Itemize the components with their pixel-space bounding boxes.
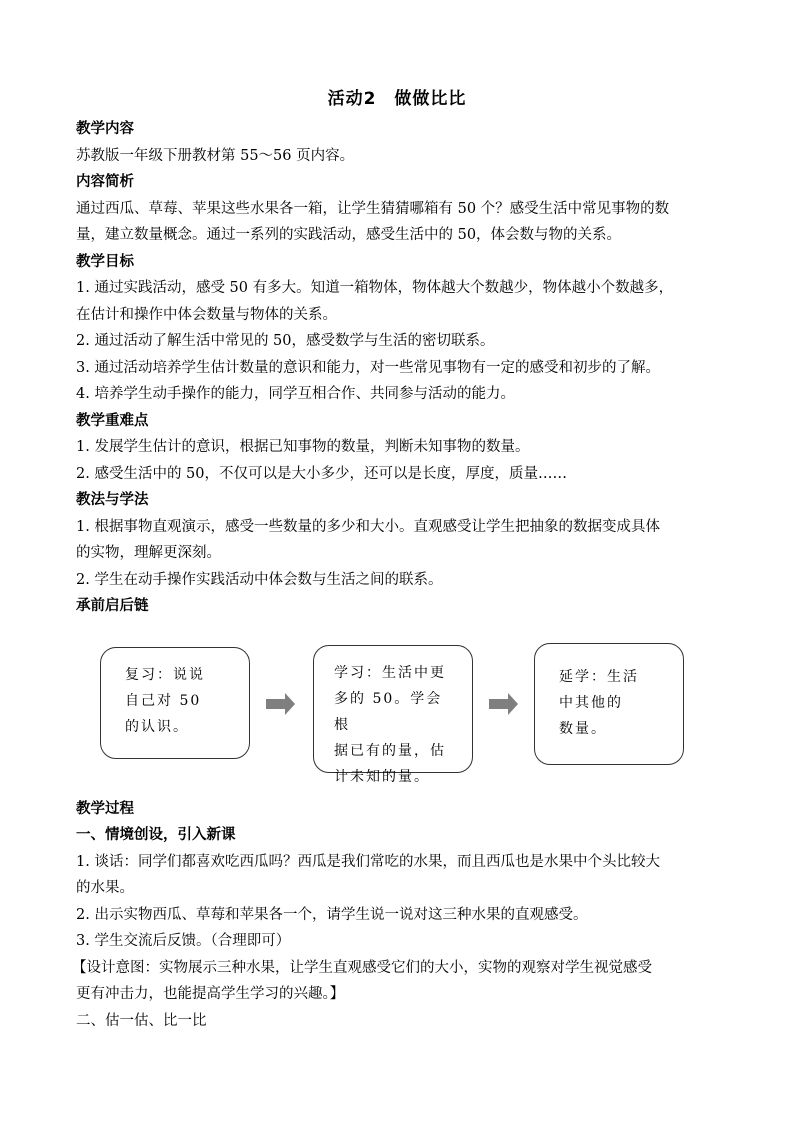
process-item: 2. 出示实物西瓜、草莓和苹果各一个，请学生说一说对这三种水果的直观感受。 — [76, 906, 588, 923]
flow-box-extend — [534, 643, 684, 765]
subsection-heading: 二、估一估、比一比 — [76, 1012, 207, 1029]
flow-box-line: 计未知的量。 — [334, 768, 430, 785]
section-heading-content: 教学内容 — [76, 121, 134, 137]
section-heading-methods: 教法与学法 — [76, 492, 149, 508]
section-heading-chain: 承前启后链 — [76, 598, 149, 614]
flow-box-line: 据已有的量，估 — [334, 742, 446, 759]
section-heading-summary: 内容简析 — [76, 174, 134, 190]
process-item: 3. 学生交流后反馈。（合理即可） — [76, 933, 291, 949]
design-intent: 【设计意图：实物展示三种水果，让学生直观感受它们的大小，实物的观察对学生视觉感受 — [72, 959, 652, 976]
content-text: 苏教版一年级下册教材第 55～56 页内容。 — [76, 147, 355, 164]
goal-item: 在估计和操作中体会数量与物体的关系。 — [76, 306, 337, 323]
flow-box-review — [100, 647, 250, 759]
document-body — [72, 116, 720, 1034]
summary-line: 通过西瓜、草莓、苹果这些水果各一箱，让学生猜猜哪箱有 50 个？感受生活中常见事物的数 — [76, 200, 670, 217]
keypoint-item: 1. 发展学生估计的意识，根据已知事物的数量，判断未知事物的数量。 — [76, 439, 530, 455]
goal-item: 4. 培养学生动手操作的能力，同学互相合作、共同参与活动的能力。 — [76, 386, 515, 402]
keypoint-item: 2. 感受生活中的 50，不仅可以是大小多少，还可以是长度，厚度，质量…… — [76, 465, 568, 482]
flow-box-line: 中其他的 — [559, 694, 623, 711]
goal-item: 3. 通过活动培养学生估计数量的意识和能力，对一些常见事物有一定的感受和初步的了解。 — [76, 359, 660, 376]
subsection-heading: 一、情境创设，引入新课 — [76, 827, 236, 843]
arrow-right-icon — [266, 692, 296, 716]
flow-box-line: 延学：生活 — [559, 668, 639, 685]
flow-box-line: 的认识。 — [125, 718, 189, 735]
page-title: 活动2 做做比比 — [327, 89, 467, 109]
flow-diagram — [76, 620, 720, 796]
section-heading-process: 教学过程 — [76, 800, 134, 817]
flow-box-line: 学习：生活中更 — [334, 664, 446, 681]
summary-line: 量，建立数量概念。通过一系列的实践活动，感受生活中的 50，体会数与物的关系。 — [76, 227, 622, 243]
flow-box-line: 数量。 — [559, 720, 607, 737]
flow-box-line: 多的 50。学会根 — [334, 690, 443, 733]
method-item: 2. 学生在动手操作实践活动中体会数与生活之间的联系。 — [76, 571, 443, 588]
process-item: 1. 谈话：同学们都喜欢吃西瓜吗？西瓜是我们常吃的水果，而且西瓜也是水果中个头比较大 — [76, 853, 660, 870]
method-item: 的实物，理解更深刻。 — [76, 545, 221, 561]
section-heading-keypoints: 教学重难点 — [76, 412, 149, 429]
method-item: 1. 根据事物直观演示，感受一些数量的多少和大小。直观感受让学生把抽象的数据变成具体 — [76, 518, 660, 535]
flow-box-line: 复习：说说 — [125, 666, 205, 683]
arrow-right-icon — [489, 692, 519, 716]
section-heading-goals: 教学目标 — [76, 253, 134, 270]
design-intent: 更有冲击力，也能提高学生学习的兴趣。】 — [76, 986, 345, 1002]
flow-box-line: 自己对 50 — [125, 692, 202, 709]
flow-box-learn — [313, 645, 473, 785]
process-item: 的水果。 — [76, 880, 134, 896]
goal-item: 2. 通过活动了解生活中常见的 50，感受数学与生活的密切联系。 — [76, 333, 495, 349]
goal-item: 1. 通过实践活动，感受 50 有多大。知道一箱物体，物体越大个数越少，物体越小个数越多， — [76, 280, 674, 296]
